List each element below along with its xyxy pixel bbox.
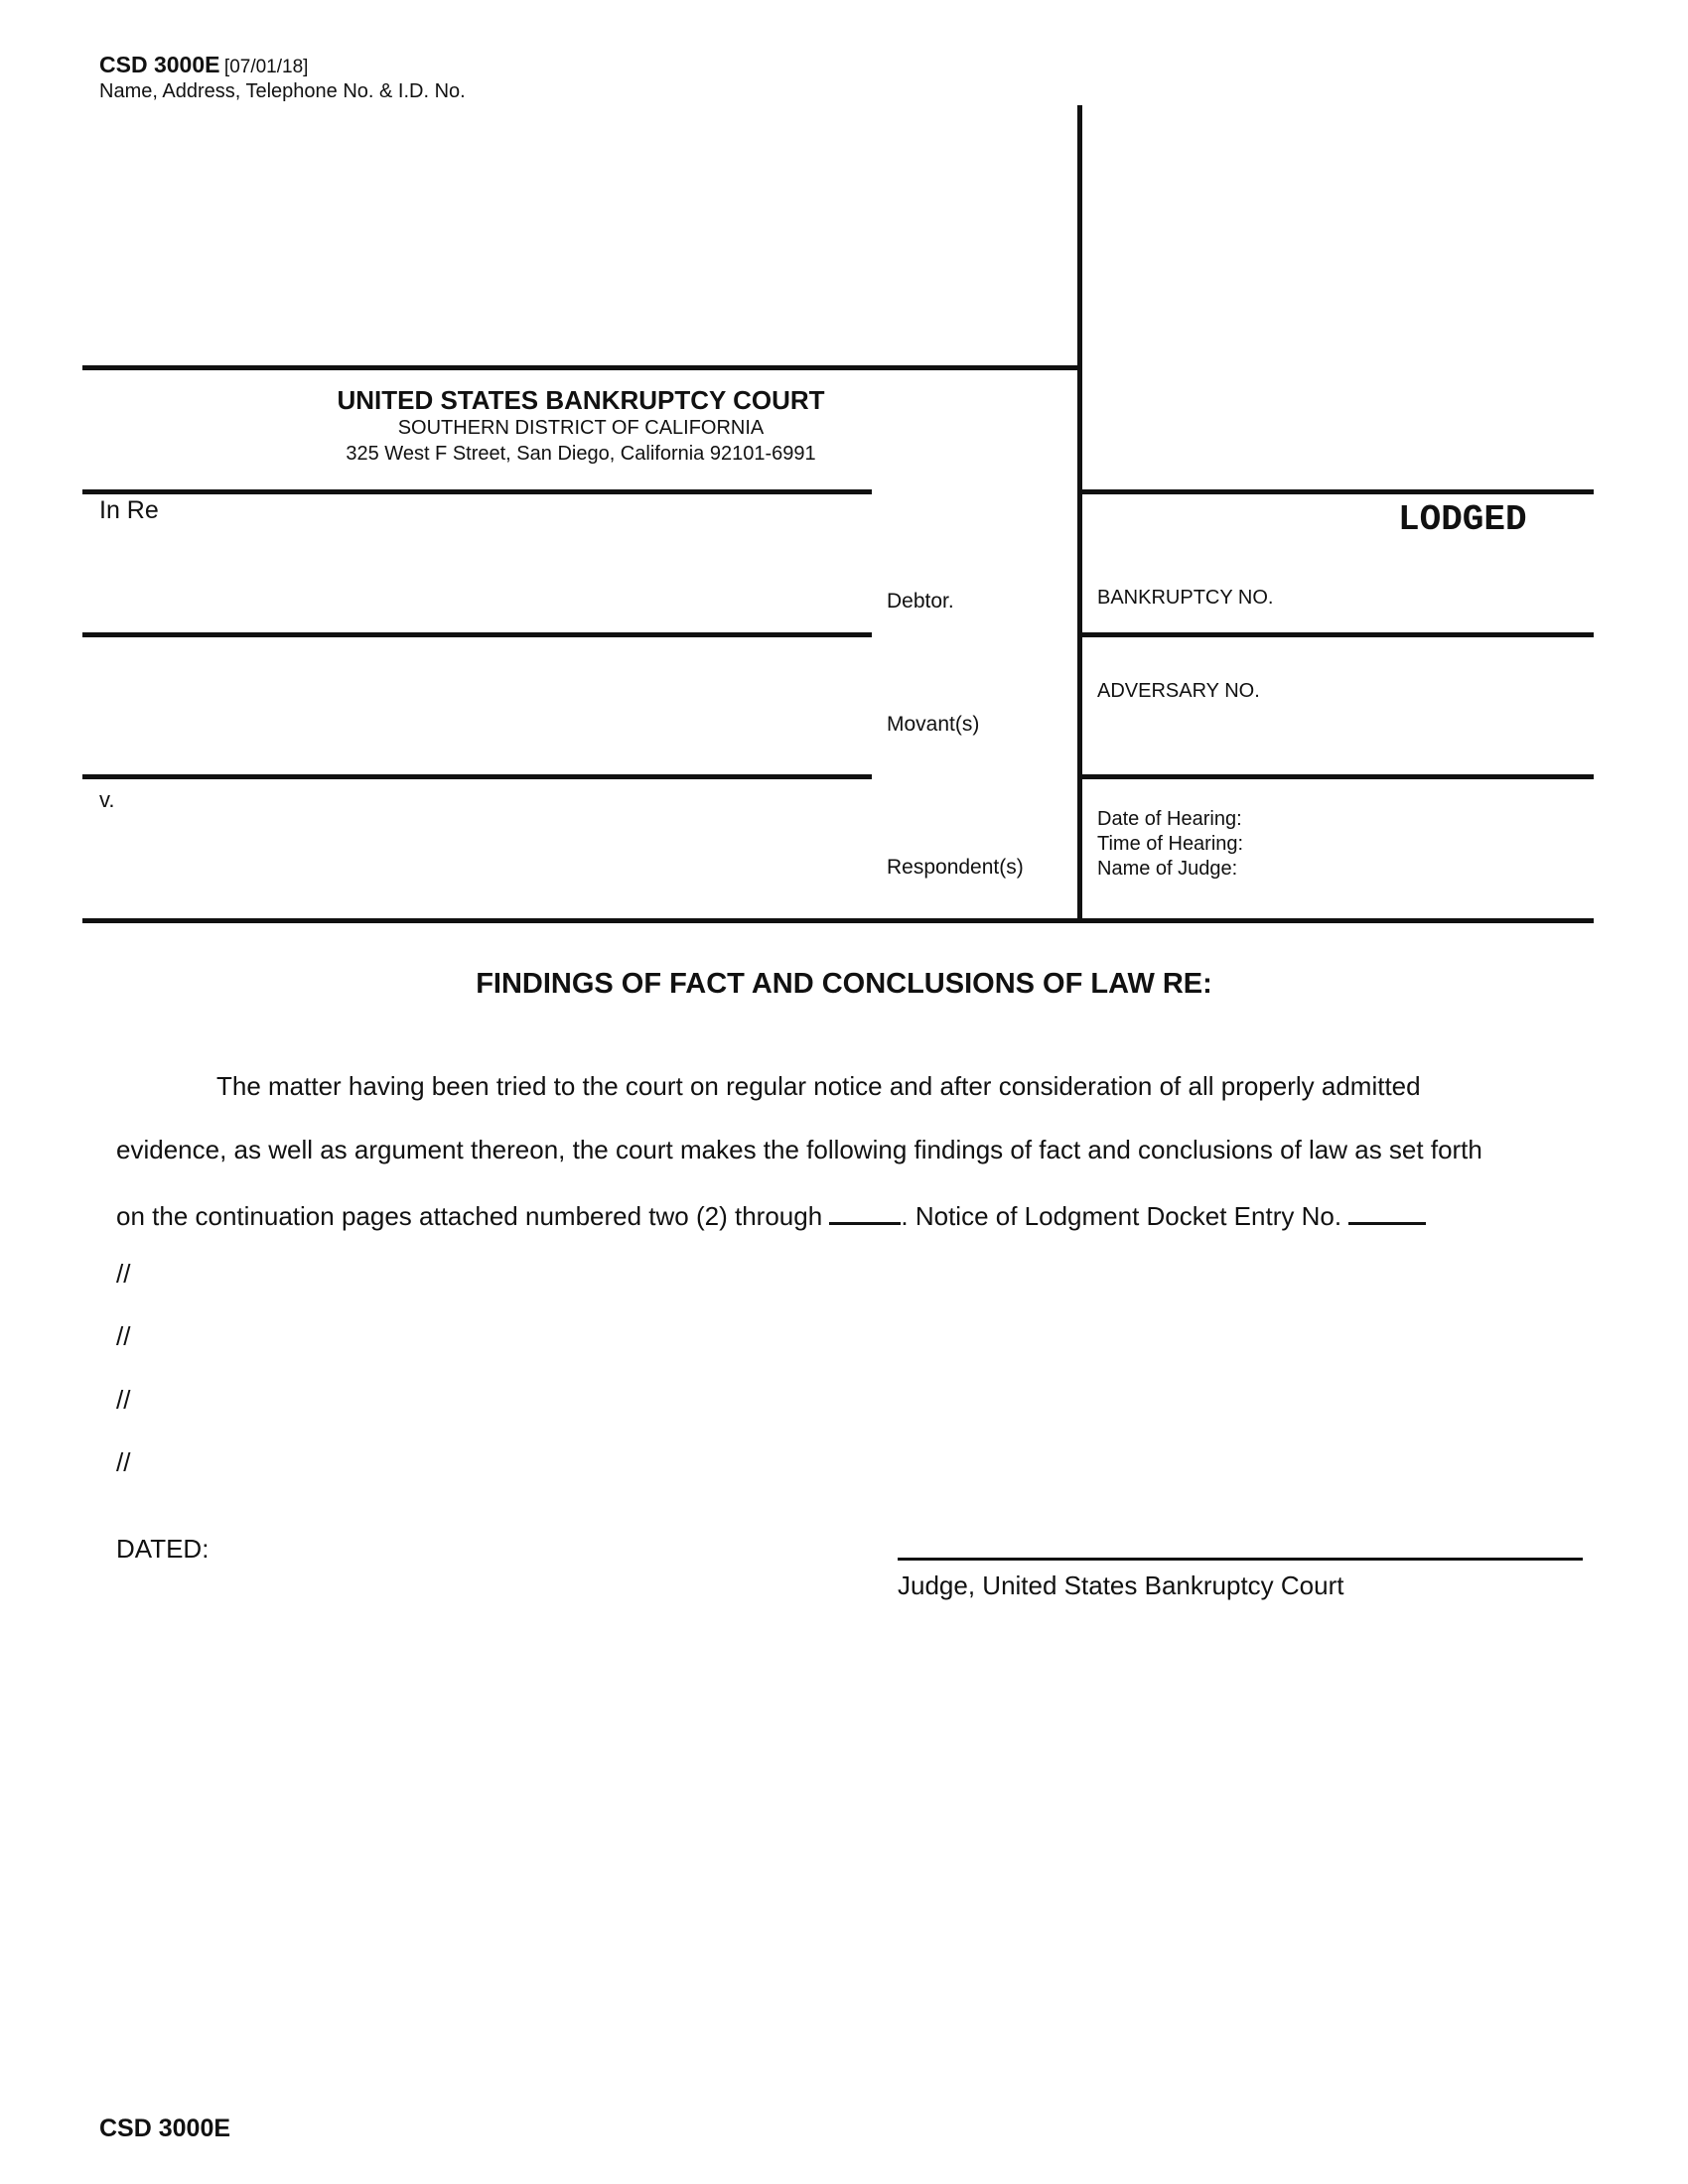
bankruptcy-no-label: BANKRUPTCY NO. xyxy=(1097,587,1274,609)
pages-through-field[interactable] xyxy=(829,1200,901,1225)
attorney-info-label: Name, Address, Telephone No. & I.D. No. xyxy=(99,80,466,102)
dated-label: DATED: xyxy=(116,1534,210,1564)
adversary-no-label: ADVERSARY NO. xyxy=(1097,680,1260,702)
lodged-stamp: LODGED xyxy=(1398,499,1527,540)
respondents-label: Respondent(s) xyxy=(887,856,1024,879)
versus-label: v. xyxy=(99,787,115,812)
hearing-info xyxy=(1097,807,1243,882)
rule-right-adversary xyxy=(1077,774,1594,779)
footer-form-id: CSD 3000E xyxy=(99,2115,231,2142)
dated-field[interactable] xyxy=(218,1529,635,1565)
rule-movant xyxy=(82,774,872,779)
movants-label: Movant(s) xyxy=(887,713,980,736)
body-line-1: The matter having been tried to the court on regular notice and after consideration of all properly admitted xyxy=(216,1071,1421,1101)
rule-below-court xyxy=(82,489,872,494)
signature-line[interactable] xyxy=(898,1558,1583,1561)
slash-line: // xyxy=(116,1447,131,1477)
debtor-name-field[interactable] xyxy=(99,531,854,625)
body-line-3-b: . Notice of Lodgment Docket Entry No. xyxy=(901,1201,1342,1231)
slash-line: // xyxy=(116,1385,131,1415)
court-district: SOUTHERN DISTRICT OF CALIFORNIA xyxy=(397,417,765,439)
court-use-area xyxy=(1087,107,1594,484)
date-of-hearing-label: Date of Hearing: xyxy=(1097,808,1242,830)
name-of-judge-label: Name of Judge: xyxy=(1097,858,1238,880)
body-line-3 xyxy=(116,1200,1426,1229)
judge-signature-label: Judge, United States Bankruptcy Court xyxy=(898,1570,1344,1600)
center-vertical-rule xyxy=(1077,105,1082,921)
form-date: [07/01/18] xyxy=(223,57,309,77)
court-address: 325 West F Street, San Diego, California 92101-6991 xyxy=(346,443,816,465)
slash-line: // xyxy=(116,1321,131,1351)
rule-right-top xyxy=(1077,489,1594,494)
body-line-2: evidence, as well as argument thereon, the court makes the following findings of fact and conclusions of law as set forth xyxy=(116,1135,1482,1164)
movant-name-field[interactable] xyxy=(99,643,854,767)
attorney-info-field[interactable] xyxy=(83,107,1066,361)
rule-above-court xyxy=(82,365,1080,370)
rule-debtor xyxy=(82,632,872,637)
document-title: FINDINGS OF FACT AND CONCLUSIONS OF LAW RE: xyxy=(476,968,1212,1000)
body-line-3-a: on the continuation pages attached numbered two (2) through xyxy=(116,1201,823,1231)
rule-bottom-caption xyxy=(82,918,1594,923)
court-name: UNITED STATES BANKRUPTCY COURT xyxy=(337,385,825,415)
form-id: CSD 3000E xyxy=(99,52,220,77)
form-header xyxy=(99,52,308,78)
docket-entry-field[interactable] xyxy=(1348,1200,1426,1225)
time-of-hearing-label: Time of Hearing: xyxy=(1097,833,1244,855)
slash-line: // xyxy=(116,1259,131,1289)
debtor-label: Debtor. xyxy=(887,590,954,613)
in-re-label: In Re xyxy=(99,496,159,524)
rule-right-bankruptcy xyxy=(1077,632,1594,637)
court-block xyxy=(298,385,864,467)
respondent-name-field[interactable] xyxy=(119,787,854,911)
